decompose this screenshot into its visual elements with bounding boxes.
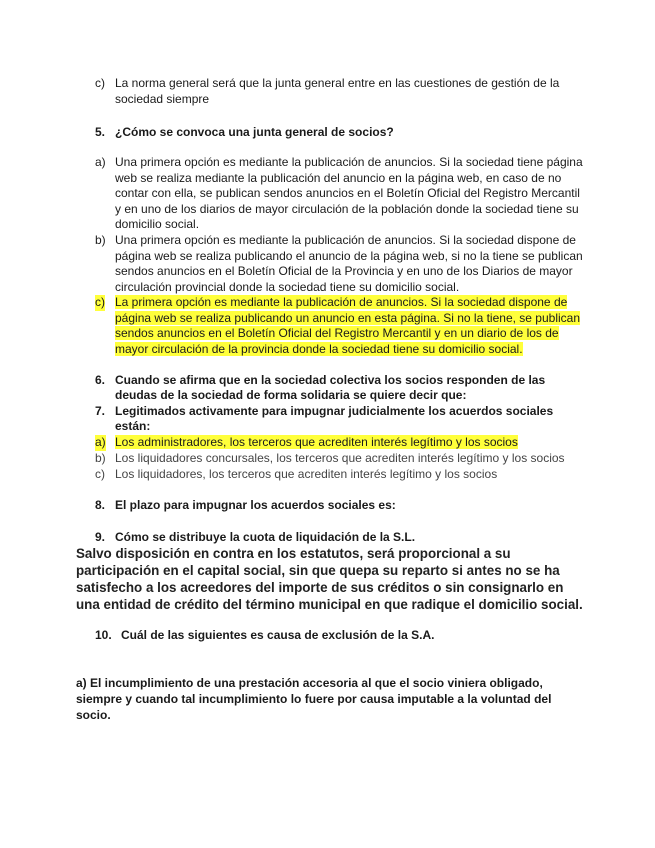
question-number: 9. bbox=[95, 530, 106, 544]
question-text: Cuál de las siguientes es causa de exclusión de la S.A. bbox=[121, 628, 435, 642]
question-9 bbox=[95, 530, 565, 545]
question-number: 6. bbox=[95, 373, 106, 387]
question-10 bbox=[95, 628, 565, 643]
option-text-highlighted: La primera opción es mediante la publicación de anuncios. Si la sociedad dispone de página web se realiza publicando un anuncio en esta página. Si no la tiene, se publican sendos anuncios en el Boletín Oficial del Registro Mercantil y en un diario de los de mayor circulación de la provincia donde la sociedad tiene su domicilio social. bbox=[115, 295, 580, 356]
option-marker: c) bbox=[95, 295, 105, 309]
option-text: Una primera opción es mediante la publicación de anuncios. Si la sociedad tiene página web se realiza mediante la publicación del anuncio en la página web, en caso de no contar con ella, se publican sendos anuncios en el Boletín Oficial del Registro Mercantil y en uno de los diarios de mayor circulación de la población donde la sociedad tiene su domicilio social. bbox=[115, 155, 583, 232]
q7-option-b bbox=[95, 451, 585, 467]
q9-answer: Salvo disposición en contra en los estatutos, será proporcional a su participación en el capital social, sin que quepa su reparto si antes no se ha satisfecho a los acreedores del importe de sus créditos o sin consignarlo en una entidad de crédito del término municipal en que radique el domicilio social. bbox=[76, 546, 583, 612]
q7-option-c bbox=[95, 467, 585, 483]
question-8 bbox=[95, 498, 565, 513]
option-text: Una primera opción es mediante la publicación de anuncios. Si la sociedad dispone de página web se realiza publicando el anuncio de la página web, si no la tiene se publican sendos anuncios en el Boletín Oficial de la Provincia y en uno de los Diarios de mayor circulación provincial donde la sociedad tiene su domicilio social. bbox=[115, 233, 583, 294]
q5-option-b bbox=[95, 233, 585, 295]
question-text: El plazo para impugnar los acuerdos sociales es: bbox=[115, 498, 396, 512]
option-marker: b) bbox=[95, 451, 106, 465]
question-number: 7. bbox=[95, 404, 106, 418]
q10-answer: a) El incumplimiento de una prestación accesoria al que el socio viniera obligado, siempre y cuando tal incumplimiento lo fuere por causa imputable a la voluntad del socio. bbox=[76, 676, 552, 722]
option-marker: a) bbox=[95, 155, 106, 169]
option-text: La norma general será que la junta general entre en las cuestiones de gestión de la sociedad siempre bbox=[115, 76, 560, 106]
question-number: 10. bbox=[95, 628, 112, 642]
question-text: ¿Cómo se convoca una junta general de socios? bbox=[115, 125, 394, 139]
question-number: 5. bbox=[95, 125, 106, 139]
question-text: Cómo se distribuye la cuota de liquidación de la S.L. bbox=[115, 530, 416, 544]
question-text: Cuando se afirma que en la sociedad colectiva los socios responden de las deudas de la sociedad de forma solidaria se quiere decir que: bbox=[115, 373, 546, 402]
question-5 bbox=[95, 125, 565, 140]
option-marker: a) bbox=[95, 435, 106, 449]
q7-option-a-highlighted bbox=[95, 435, 585, 451]
option-marker: c) bbox=[95, 467, 105, 481]
question-text: Legitimados activamente para impugnar judicialmente los acuerdos sociales están: bbox=[115, 404, 554, 433]
option-text-highlighted: Los administradores, los terceros que acrediten interés legítimo y los socios bbox=[115, 435, 518, 449]
option-marker: b) bbox=[95, 233, 106, 247]
q5-option-a bbox=[95, 155, 585, 233]
q5-option-c-highlighted bbox=[95, 295, 585, 357]
option-marker: c) bbox=[95, 76, 105, 90]
option-c-prev bbox=[95, 76, 585, 107]
question-7 bbox=[95, 404, 565, 434]
question-6 bbox=[95, 373, 565, 403]
question-number: 8. bbox=[95, 498, 106, 512]
option-text: Los liquidadores concursales, los terceros que acrediten interés legítimo y los socios bbox=[115, 451, 565, 465]
option-text: Los liquidadores, los terceros que acrediten interés legítimo y los socios bbox=[115, 467, 498, 481]
